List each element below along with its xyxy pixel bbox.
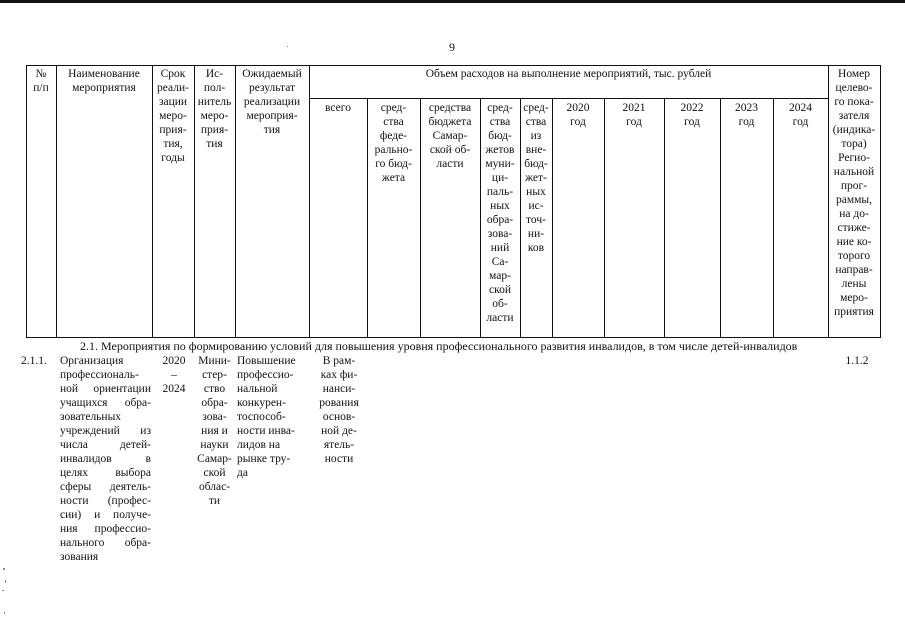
subheader-2022: 2022 год bbox=[680, 102, 704, 128]
row-executor: Мини- стер- ство обра- зова- ния и науки Самар- ской облас- ти bbox=[197, 355, 232, 507]
page-number: 9 bbox=[449, 40, 455, 54]
row-num: 2.1.1. bbox=[21, 355, 47, 367]
subheader-2021: 2021 год bbox=[622, 102, 646, 128]
subheader-federal: сред- ства феде- рально- го бюд- жета bbox=[374, 102, 413, 184]
subheader-extrabudget: сред- ства из вне- бюд- жет- ных ис- точ- ни- ков bbox=[523, 102, 549, 254]
header-term: Срок реали- зации меро- прия- тия, годы bbox=[157, 68, 189, 164]
subheader-regional: средства бюджета Самар- ской об- ласти bbox=[428, 102, 472, 170]
header-executor: Ис- пол- нитель меро- прия- тия bbox=[197, 68, 232, 150]
header-num: № п/п bbox=[33, 68, 49, 94]
header-indicator: Номер целево- го пока- зателя (индика- тора) Регио- нальной прог- раммы, на до- стиже- ние ко- торого направ- лены меро- приятия bbox=[832, 68, 876, 318]
row-indicator: 1.1.2 bbox=[845, 355, 869, 367]
subheader-2020: 2020 год bbox=[566, 102, 590, 128]
header-name: Наименование мероприятия bbox=[68, 68, 140, 94]
row-term: 2020 – 2024 bbox=[162, 355, 186, 395]
header-result: Ожидаемый результат реализации мероприя- тия bbox=[242, 68, 302, 136]
top-rule bbox=[0, 0, 905, 3]
row-name: Организация профессиональ- ной ориентации учащихся обра- зовательных учреждений из числа детей- инвалидов в целях выбора сферы деятель- ности (профес- сии) и получе- ния профессио- нального обра- зования bbox=[60, 355, 151, 563]
subheader-2023: 2023 год bbox=[735, 102, 758, 128]
row-result: Повышение профессио- нальной конкурен- тоспособ- ности инва- лидов на рынке тру- да bbox=[237, 355, 296, 479]
header-expenses: Объем расходов на выполнение мероприятий, тыс. рублей bbox=[425, 68, 712, 80]
row-financing: В рам- ках фи- нанси- рования основ- ной де- ятель- ности bbox=[319, 355, 359, 465]
section-title: 2.1. Мероприятия по формированию условий для повышения уровня профессионального развития инвалидов, в том числе детей-инвалидов bbox=[80, 339, 798, 353]
subheader-total: всего bbox=[325, 102, 351, 114]
subheader-2024: 2024 год bbox=[789, 102, 812, 128]
subheader-municipal: сред- ства бюд- жетов муни- ци- паль- ных обра- зова- ний Са- мар- ской об- ласти bbox=[485, 102, 515, 324]
